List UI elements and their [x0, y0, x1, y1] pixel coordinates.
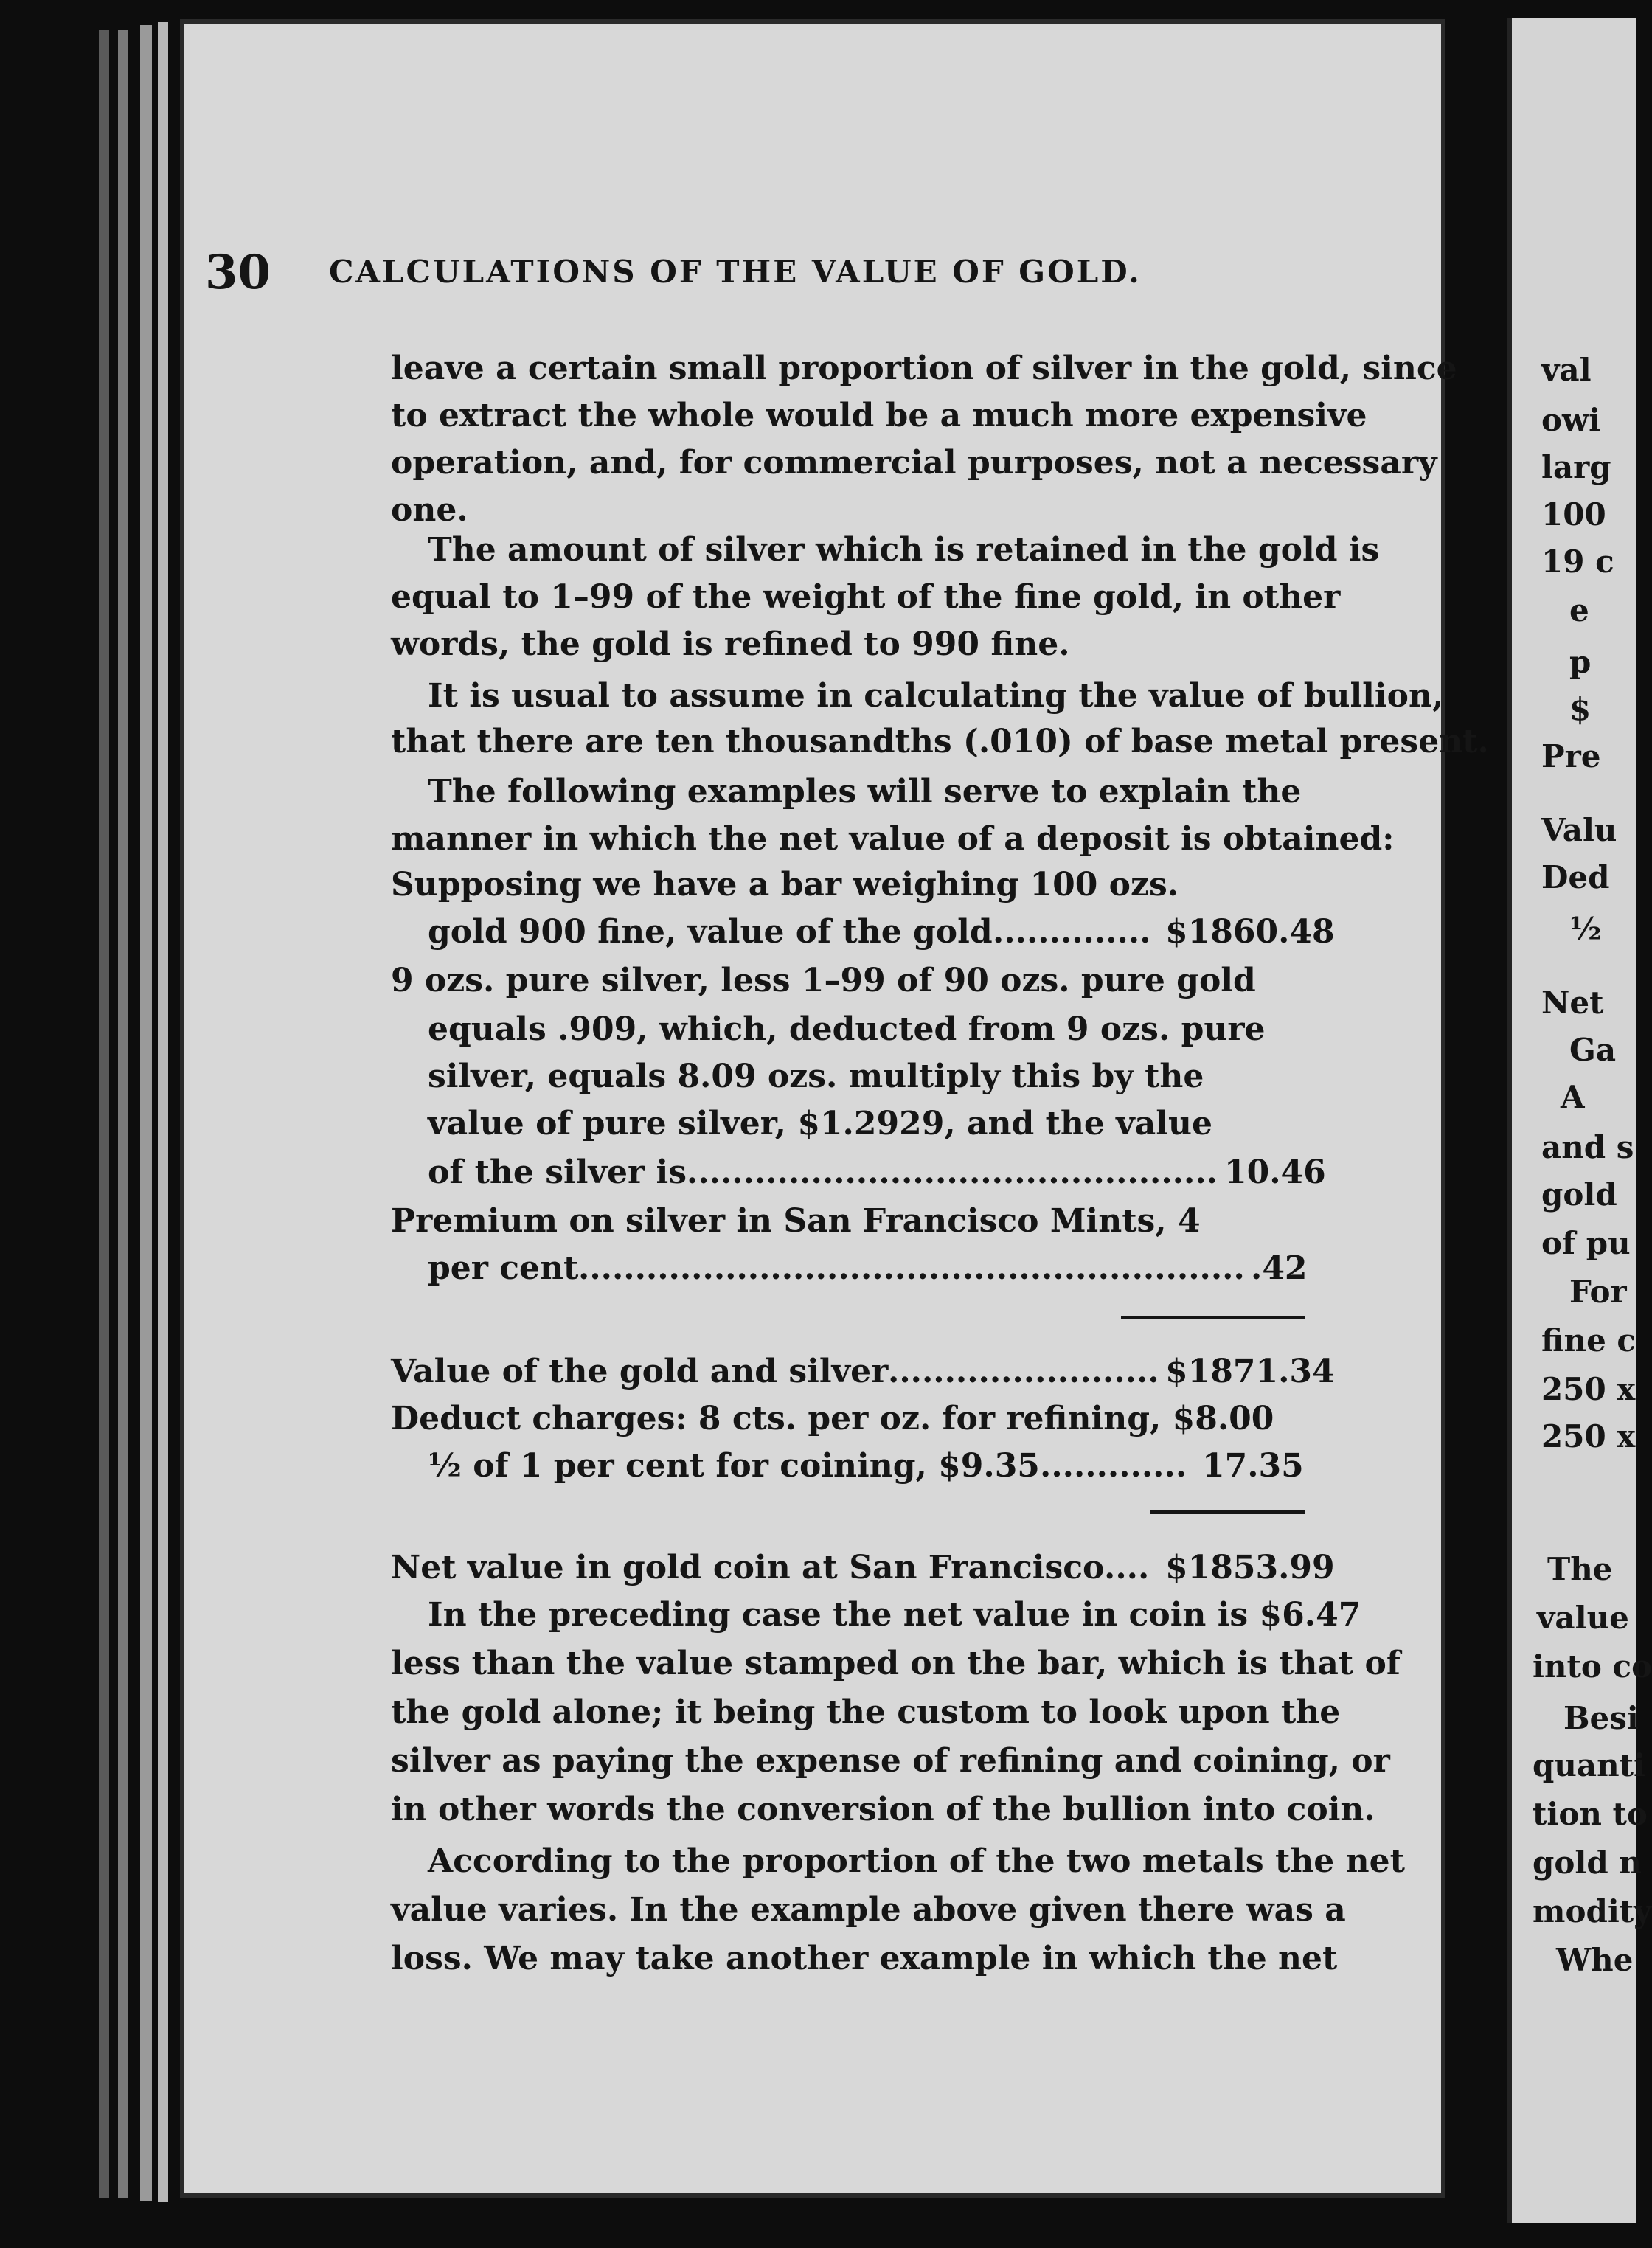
calc-value: $1853.99: [1165, 1549, 1335, 1586]
facing-text-fragment: p: [1569, 644, 1592, 680]
text-line: value varies. In the example above given there was a: [391, 1891, 1346, 1929]
text-line: manner in which the net value of a deposit is obtained:: [391, 820, 1395, 858]
text-line: operation, and, for commercial purposes, not a necessary: [391, 444, 1437, 482]
text-line: The amount of silver which is retained in the gold is: [428, 531, 1380, 569]
book-edge-strip: [158, 22, 168, 2202]
text-line: equals .909, which, deducted from 9 ozs. pure: [428, 1010, 1266, 1048]
text-line: It is usual to assume in calculating the value of bullion,: [428, 677, 1444, 715]
calc-label: ½ of 1 per cent for coining, $9.35: [428, 1447, 1040, 1485]
book-edge-strip: [118, 30, 128, 2198]
facing-text-fragment: Ga: [1569, 1032, 1617, 1068]
facing-text-fragment: gold n: [1533, 1845, 1642, 1881]
text-line: to extract the whole would be a much more expensive: [391, 397, 1367, 434]
running-head: CALCULATIONS OF THE VALUE OF GOLD.: [329, 254, 1142, 290]
text-line: silver as paying the expense of refining and coining, or: [391, 1742, 1390, 1780]
calc-label: Value of the gold and silver: [391, 1353, 889, 1390]
calc-value: $1871.34: [1165, 1353, 1335, 1390]
facing-text-fragment: Besi: [1564, 1700, 1639, 1736]
facing-text-fragment: modity: [1533, 1893, 1652, 1929]
facing-text-fragment: larg: [1541, 449, 1611, 485]
text-line: silver, equals 8.09 ozs. multiply this by the: [428, 1058, 1204, 1095]
book-edge-strip: [99, 30, 109, 2198]
text-line: equal to 1–99 of the weight of the fine gold, in other: [391, 578, 1341, 616]
facing-text-fragment: fine c: [1541, 1322, 1636, 1359]
sum-rule: [1150, 1510, 1305, 1514]
facing-text-fragment: of pu: [1541, 1225, 1631, 1261]
dot-leader: ..............: [993, 913, 1151, 951]
facing-text-fragment: into co: [1533, 1648, 1652, 1685]
facing-text-fragment: quanti: [1533, 1747, 1646, 1783]
facing-text-fragment: 250 x: [1541, 1418, 1636, 1454]
facing-text-fragment: 19 c: [1541, 544, 1614, 580]
facing-text-fragment: Ded: [1541, 859, 1610, 895]
text-line: leave a certain small proportion of silver in the gold, since: [391, 350, 1457, 387]
book-edge-strip: [140, 25, 152, 2201]
text-line: Supposing we have a bar weighing 100 ozs.: [391, 866, 1179, 903]
text-line: According to the proportion of the two metals the net: [428, 1842, 1405, 1880]
dot-leader: .............: [1040, 1447, 1187, 1485]
facing-text-fragment: value: [1537, 1600, 1629, 1636]
facing-text-fragment: tion to: [1533, 1796, 1648, 1832]
text-line: value of pure silver, $1.2929, and the value: [428, 1105, 1212, 1142]
calc-label: Net value in gold coin at San Francisco: [391, 1549, 1105, 1586]
facing-text-fragment: Pre: [1541, 738, 1601, 774]
calc-label: of the silver is: [428, 1154, 687, 1191]
calc-value: $1860.48: [1165, 913, 1335, 951]
facing-text-fragment: and s: [1541, 1129, 1634, 1165]
text-line: 9 ozs. pure silver, less 1–99 of 90 ozs. pure gold: [391, 962, 1256, 999]
facing-text-fragment: $: [1569, 691, 1592, 727]
calc-value: .42: [1251, 1249, 1308, 1287]
facing-text-fragment: gold: [1541, 1176, 1617, 1213]
text-line: the gold alone; it being the custom to look upon the: [391, 1693, 1341, 1731]
text-line: loss. We may take another example in which the net: [391, 1940, 1338, 1977]
calc-label: gold 900 fine, value of the gold: [428, 913, 993, 951]
calc-label: per cent: [428, 1249, 579, 1287]
text-line: Premium on silver in San Francisco Mints, 4: [391, 1202, 1201, 1240]
text-line: that there are ten thousandths (.010) of base metal present.: [391, 723, 1489, 760]
facing-text-fragment: The: [1547, 1551, 1613, 1587]
calc-value: 17.35: [1202, 1447, 1304, 1485]
dot-leader: ...........................................................: [578, 1249, 1245, 1287]
facing-text-fragment: 250 x: [1541, 1371, 1636, 1407]
facing-text-fragment: For: [1569, 1274, 1627, 1310]
text-line: Deduct charges: 8 cts. per oz. for refining, $8.00: [391, 1400, 1274, 1437]
text-line: words, the gold is refined to 990 fine.: [391, 625, 1070, 663]
calc-value: 10.46: [1224, 1154, 1326, 1191]
dot-leader: ...............................................: [687, 1154, 1218, 1191]
text-line: one.: [391, 491, 468, 529]
page-number: 30: [205, 245, 271, 300]
dot-leader: ........................: [888, 1353, 1159, 1390]
facing-text-fragment: owi: [1541, 402, 1601, 438]
facing-text-fragment: e: [1569, 592, 1589, 628]
facing-text-fragment: 100: [1541, 496, 1606, 532]
facing-text-fragment: A: [1561, 1079, 1585, 1115]
sum-rule: [1121, 1316, 1305, 1319]
dot-leader: ....: [1104, 1549, 1150, 1586]
text-line: less than the value stamped on the bar, which is that of: [391, 1645, 1401, 1682]
facing-text-fragment: Valu: [1541, 812, 1617, 848]
facing-text-fragment: Net: [1541, 985, 1604, 1021]
facing-text-fragment: val: [1541, 352, 1592, 388]
text-line: The following examples will serve to explain the: [428, 773, 1302, 811]
facing-text-fragment: ½: [1569, 911, 1602, 947]
page-header: [205, 245, 1311, 304]
text-line: in other words the conversion of the bullion into coin.: [391, 1791, 1375, 1828]
facing-text-fragment: Whe: [1556, 1942, 1634, 1978]
text-line: In the preceding case the net value in coin is $6.47: [428, 1596, 1361, 1634]
